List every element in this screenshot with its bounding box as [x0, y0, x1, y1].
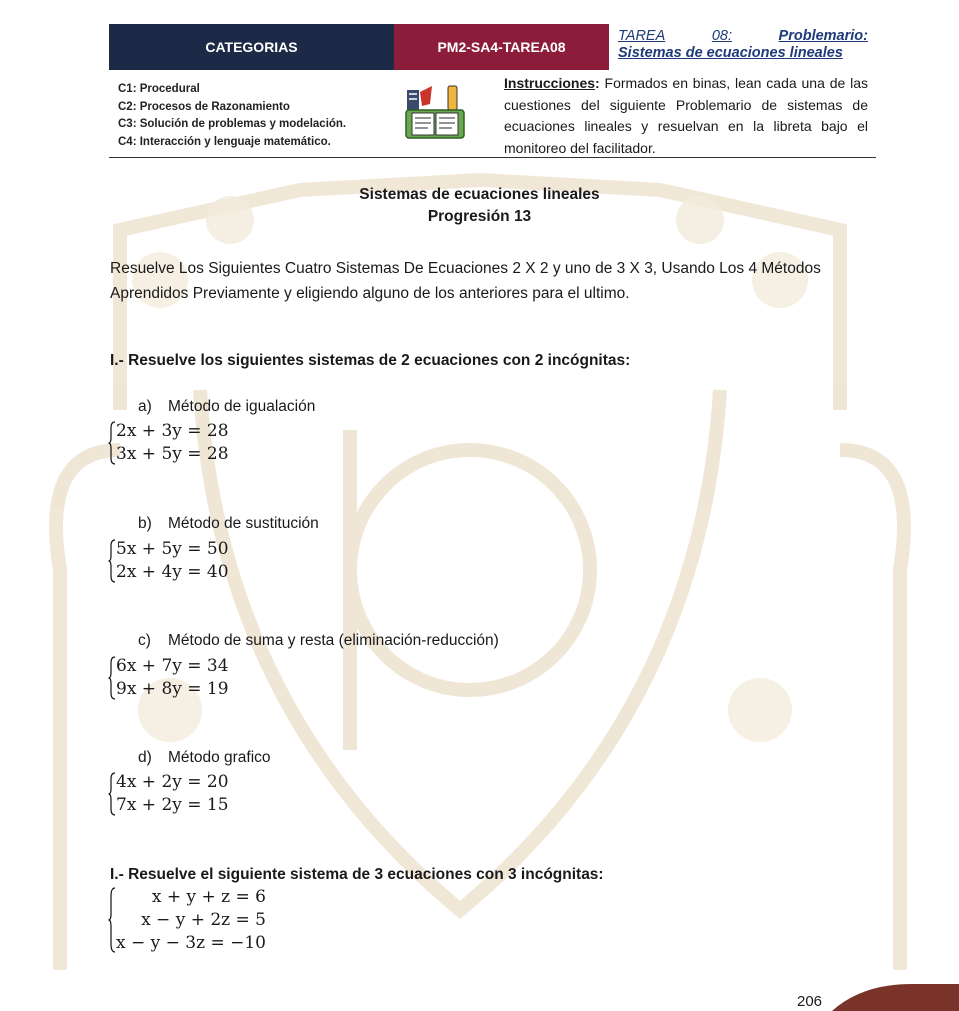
brace-symbol — [108, 655, 116, 701]
equation: x − y − 3z = −10 — [116, 933, 266, 953]
equation: 6x + 7y = 34 — [116, 656, 229, 676]
categories-list — [118, 81, 346, 151]
method-item — [138, 632, 499, 650]
intro-paragraph: Resuelve Los Siguientes Cuatro Sistemas De Ecuaciones 2 X 2 y uno de 3 X 3, Usando Los 4 Métodos Aprendidos Previamente y eligiendo alguno de los anteriores para el ultimo. — [110, 260, 821, 302]
document-title: Sistemas de ecuaciones lineales — [359, 186, 600, 203]
categories-header: CATEGORIAS — [109, 24, 394, 70]
method-name: Método de igualación — [168, 398, 316, 415]
method-letter: c) — [138, 632, 151, 649]
category-item: C1: Procedural — [118, 83, 200, 95]
method-name: Método grafico — [168, 749, 271, 766]
brace-symbol — [108, 420, 116, 466]
method-letter: a) — [138, 398, 152, 415]
instructions-text: Formados en binas, lean cada una de las cuestiones del siguiente Problemario de sistemas de ecuaciones lineales y resuelvan en la libreta bajo el monitoreo del facilitador. — [504, 75, 868, 156]
method-letter: d) — [138, 749, 152, 766]
method-letter: b) — [138, 515, 152, 532]
instructions: Instrucciones: Formados en binas, lean cada una de las cuestiones del siguiente Problemario de sistemas de ecuaciones lineales y resuelvan en la libreta bajo el monitoreo del facilitador. — [504, 75, 868, 156]
equation: 2x + 3y = 28 — [116, 421, 229, 441]
method-name: Método de suma y resta (eliminación-reducción) — [168, 632, 499, 649]
method-item — [138, 398, 315, 416]
equation: 5x + 5y = 50 — [116, 539, 229, 559]
task-number: 08: — [711, 28, 732, 44]
header-divider — [109, 157, 876, 158]
task-type: Problemario: — [778, 28, 868, 44]
section-heading-3x3: I.- Resuelve el siguiente sistema de 3 ecuaciones con 3 incógnitas: — [110, 866, 604, 883]
category-item: C2: Procesos de Razonamiento — [118, 100, 290, 113]
equation: 9x + 8y = 19 — [116, 679, 229, 699]
brace-symbol — [108, 538, 116, 584]
task-word: TAREA — [618, 28, 666, 44]
equation: x − y + 2z = 5 — [141, 910, 266, 930]
task-title — [618, 28, 868, 61]
category-item: C3: Solución de problemas y modelación. — [118, 118, 347, 130]
method-name: Método de sustitución — [168, 515, 319, 532]
study-book-icon — [404, 84, 466, 140]
equation: 7x + 2y = 15 — [116, 795, 229, 815]
page-number: 206 — [797, 993, 823, 1010]
task-code-header: PM2-SA4-TAREA08 — [394, 24, 609, 70]
method-item — [138, 749, 271, 767]
method-item — [138, 515, 319, 533]
corner-decoration — [832, 984, 959, 1011]
section-heading-2x2: I.- Resuelve los siguientes sistemas de 2 ecuaciones con 2 incógnitas: — [110, 352, 631, 369]
brace-symbol — [108, 886, 116, 954]
category-item: C4: Interacción y lenguaje matemático. — [118, 135, 331, 148]
equation: x + y + z = 6 — [151, 887, 266, 907]
instructions-label: Instrucciones — [504, 75, 596, 91]
task-subtitle: Sistemas de ecuaciones lineales — [618, 45, 843, 61]
brace-symbol — [108, 771, 116, 817]
document-subtitle: Progresión 13 — [427, 208, 532, 225]
header-bar — [109, 24, 609, 70]
equation: 4x + 2y = 20 — [116, 772, 229, 792]
equation: 2x + 4y = 40 — [116, 562, 229, 582]
equation: 3x + 5y = 28 — [116, 444, 229, 464]
